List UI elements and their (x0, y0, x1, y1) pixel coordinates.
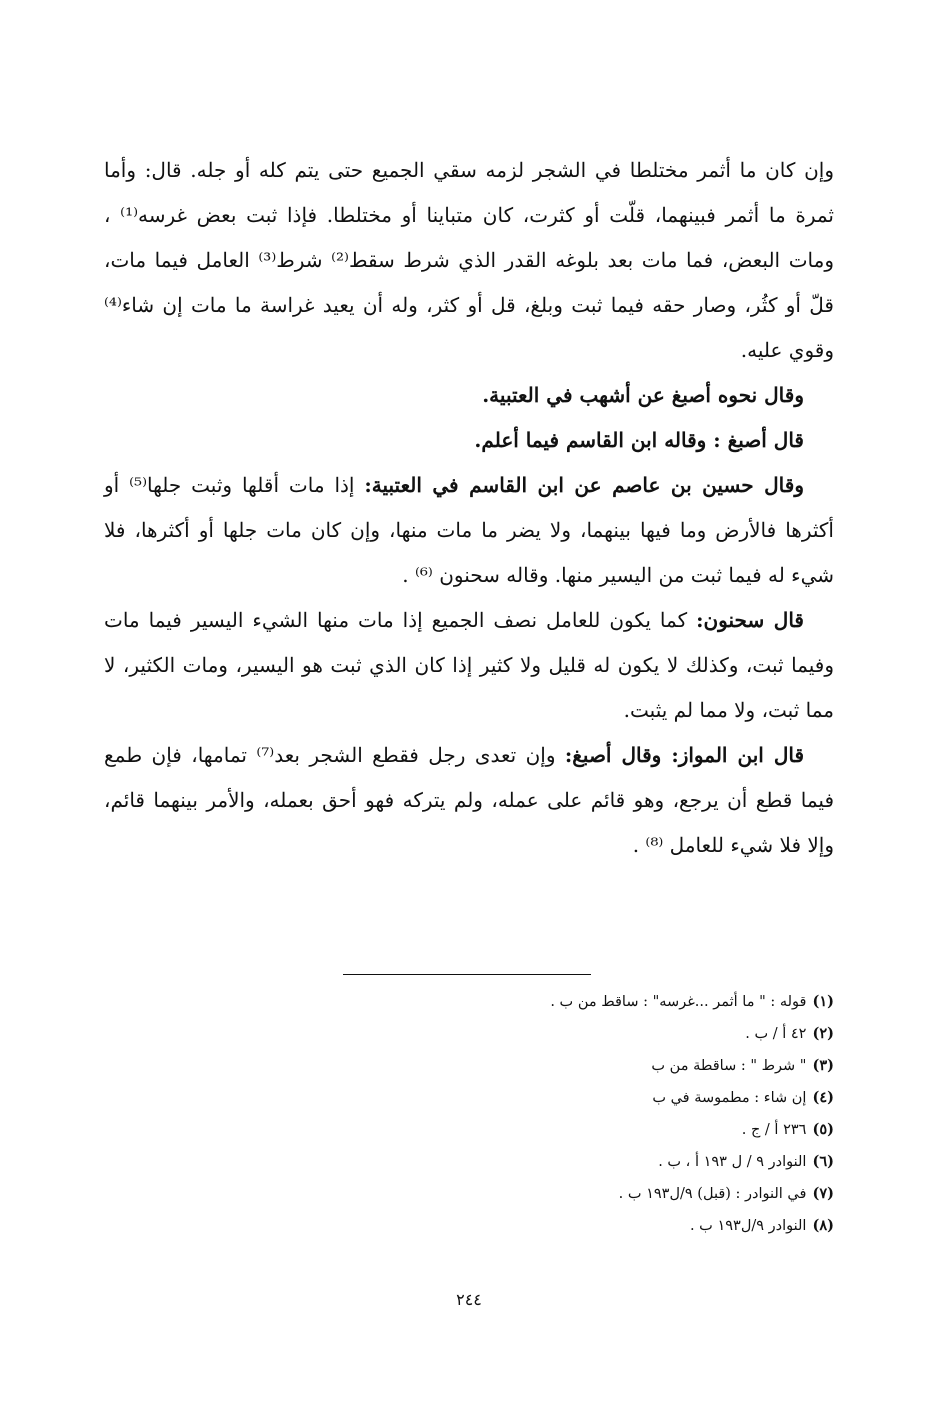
footnote-text: ٤٢ أ / ب . (745, 1026, 807, 1042)
footnote-item (274, 1050, 834, 1082)
footnote-number: (٣) (812, 1057, 834, 1074)
footnote-number: (٤) (812, 1089, 834, 1106)
paragraph-lead: وقال نحوه أصبغ عن أشهب في العتبية. (482, 383, 804, 407)
footnote-item (274, 1018, 834, 1050)
main-text (104, 148, 834, 868)
footnote-text: في النوادر : (قبل) ٩/ل١٩٣ ب . (618, 1186, 807, 1202)
footnote-text: قوله : " ما أثمر ...غرسه" : ساقط من ب . (550, 994, 807, 1010)
page-number: ٢٤٤ (456, 1290, 482, 1309)
footnotes-list (274, 986, 834, 1242)
footnote-item (274, 1146, 834, 1178)
paragraph-lead: قال سحنون: (696, 608, 804, 632)
footnote-text: " شرط " : ساقطة من ب (651, 1058, 807, 1074)
footnote-text: النوادر ٩/ل١٩٣ ب . (689, 1218, 807, 1234)
paragraph-text: وإن كان ما أثمر مختلطا في الشجر لزمه سقي الجميع حتى يتم كله أو جله. قال: وأما ثمرة ما أثمر فبينهما، قلّت أو كثرت، كان متباينا أو مختلطا. فإذا ثبت بعض غرسه⁽¹⁾ ، ومات البعض، فما مات بعد بلوغه القدر الذي شرط سقط⁽²⁾ شرط⁽³⁾ العامل فيما مات، قلّ أو كثُر، وصار حقه فيما ثبت وبلغ، قل أو كثر، وله أن يعيد غراسة ما مات إن شاء⁽⁴⁾ وقوي عليه. (104, 158, 834, 362)
paragraph-lead: قال أصبغ : وقاله ابن القاسم فيما أعلم. (474, 428, 804, 452)
paragraph-text: وإن تعدى رجل فقطع الشجر بعد⁽⁷⁾ تمامها، فإن طمع فيما قطع أن يرجع، وهو قائم على عمله، ولم يتركه فهو أحق بعمله، والأمر بينهما قائم، وإلا فلا شيء للعامل ⁽⁸⁾ . (104, 743, 834, 857)
paragraph-4 (104, 463, 834, 598)
footnote-number: (٦) (812, 1153, 834, 1170)
paragraph-text: إذا مات أقلها وثبت جلها⁽⁵⁾ أو أكثرها فالأرض وما فيها بينهما، ولا يضر ما مات منها، وإن كان مات جلها أو أكثرها، فلا شيء له فيما ثبت من اليسير منها. وقاله سحنون ⁽⁶⁾ . (104, 473, 834, 587)
footnote-item (274, 1210, 834, 1242)
footnote-number: (٧) (812, 1185, 834, 1202)
paragraph-1 (104, 148, 834, 373)
paragraph-6 (104, 733, 834, 868)
footnote-item (274, 1178, 834, 1210)
paragraph-lead: قال ابن المواز: وقال أصبغ: (564, 743, 805, 767)
footnote-separator (343, 974, 591, 975)
footnote-text: إن شاء : مطموسة في ب (652, 1090, 807, 1106)
paragraph-5 (104, 598, 834, 733)
footnote-number: (١) (812, 993, 834, 1010)
footnote-number: (٥) (812, 1121, 834, 1138)
paragraph-lead: وقال حسين بن عاصم عن ابن القاسم في العتبية: (364, 473, 804, 497)
footnote-text: النوادر ٩ / ل ١٩٣ أ ، ب . (658, 1154, 807, 1170)
footnote-item (274, 1082, 834, 1114)
footnote-number: (٢) (812, 1025, 834, 1042)
footnote-item (274, 1114, 834, 1146)
footnote-text: ٢٣٦ أ / ج . (741, 1122, 807, 1138)
paragraph-text: كما يكون للعامل نصف الجميع إذا مات منها الشيء اليسير فيما مات وفيما ثبت، وكذلك لا يكون له قليل ولا كثير إذا كان الذي ثبت هو اليسير، ومات الكثير، لا مما ثبت، ولا مما لم يثبت. (104, 608, 835, 722)
footnote-item (274, 986, 834, 1018)
footnote-number: (٨) (812, 1217, 834, 1234)
paragraph-2 (104, 373, 834, 418)
paragraph-3 (104, 418, 834, 463)
